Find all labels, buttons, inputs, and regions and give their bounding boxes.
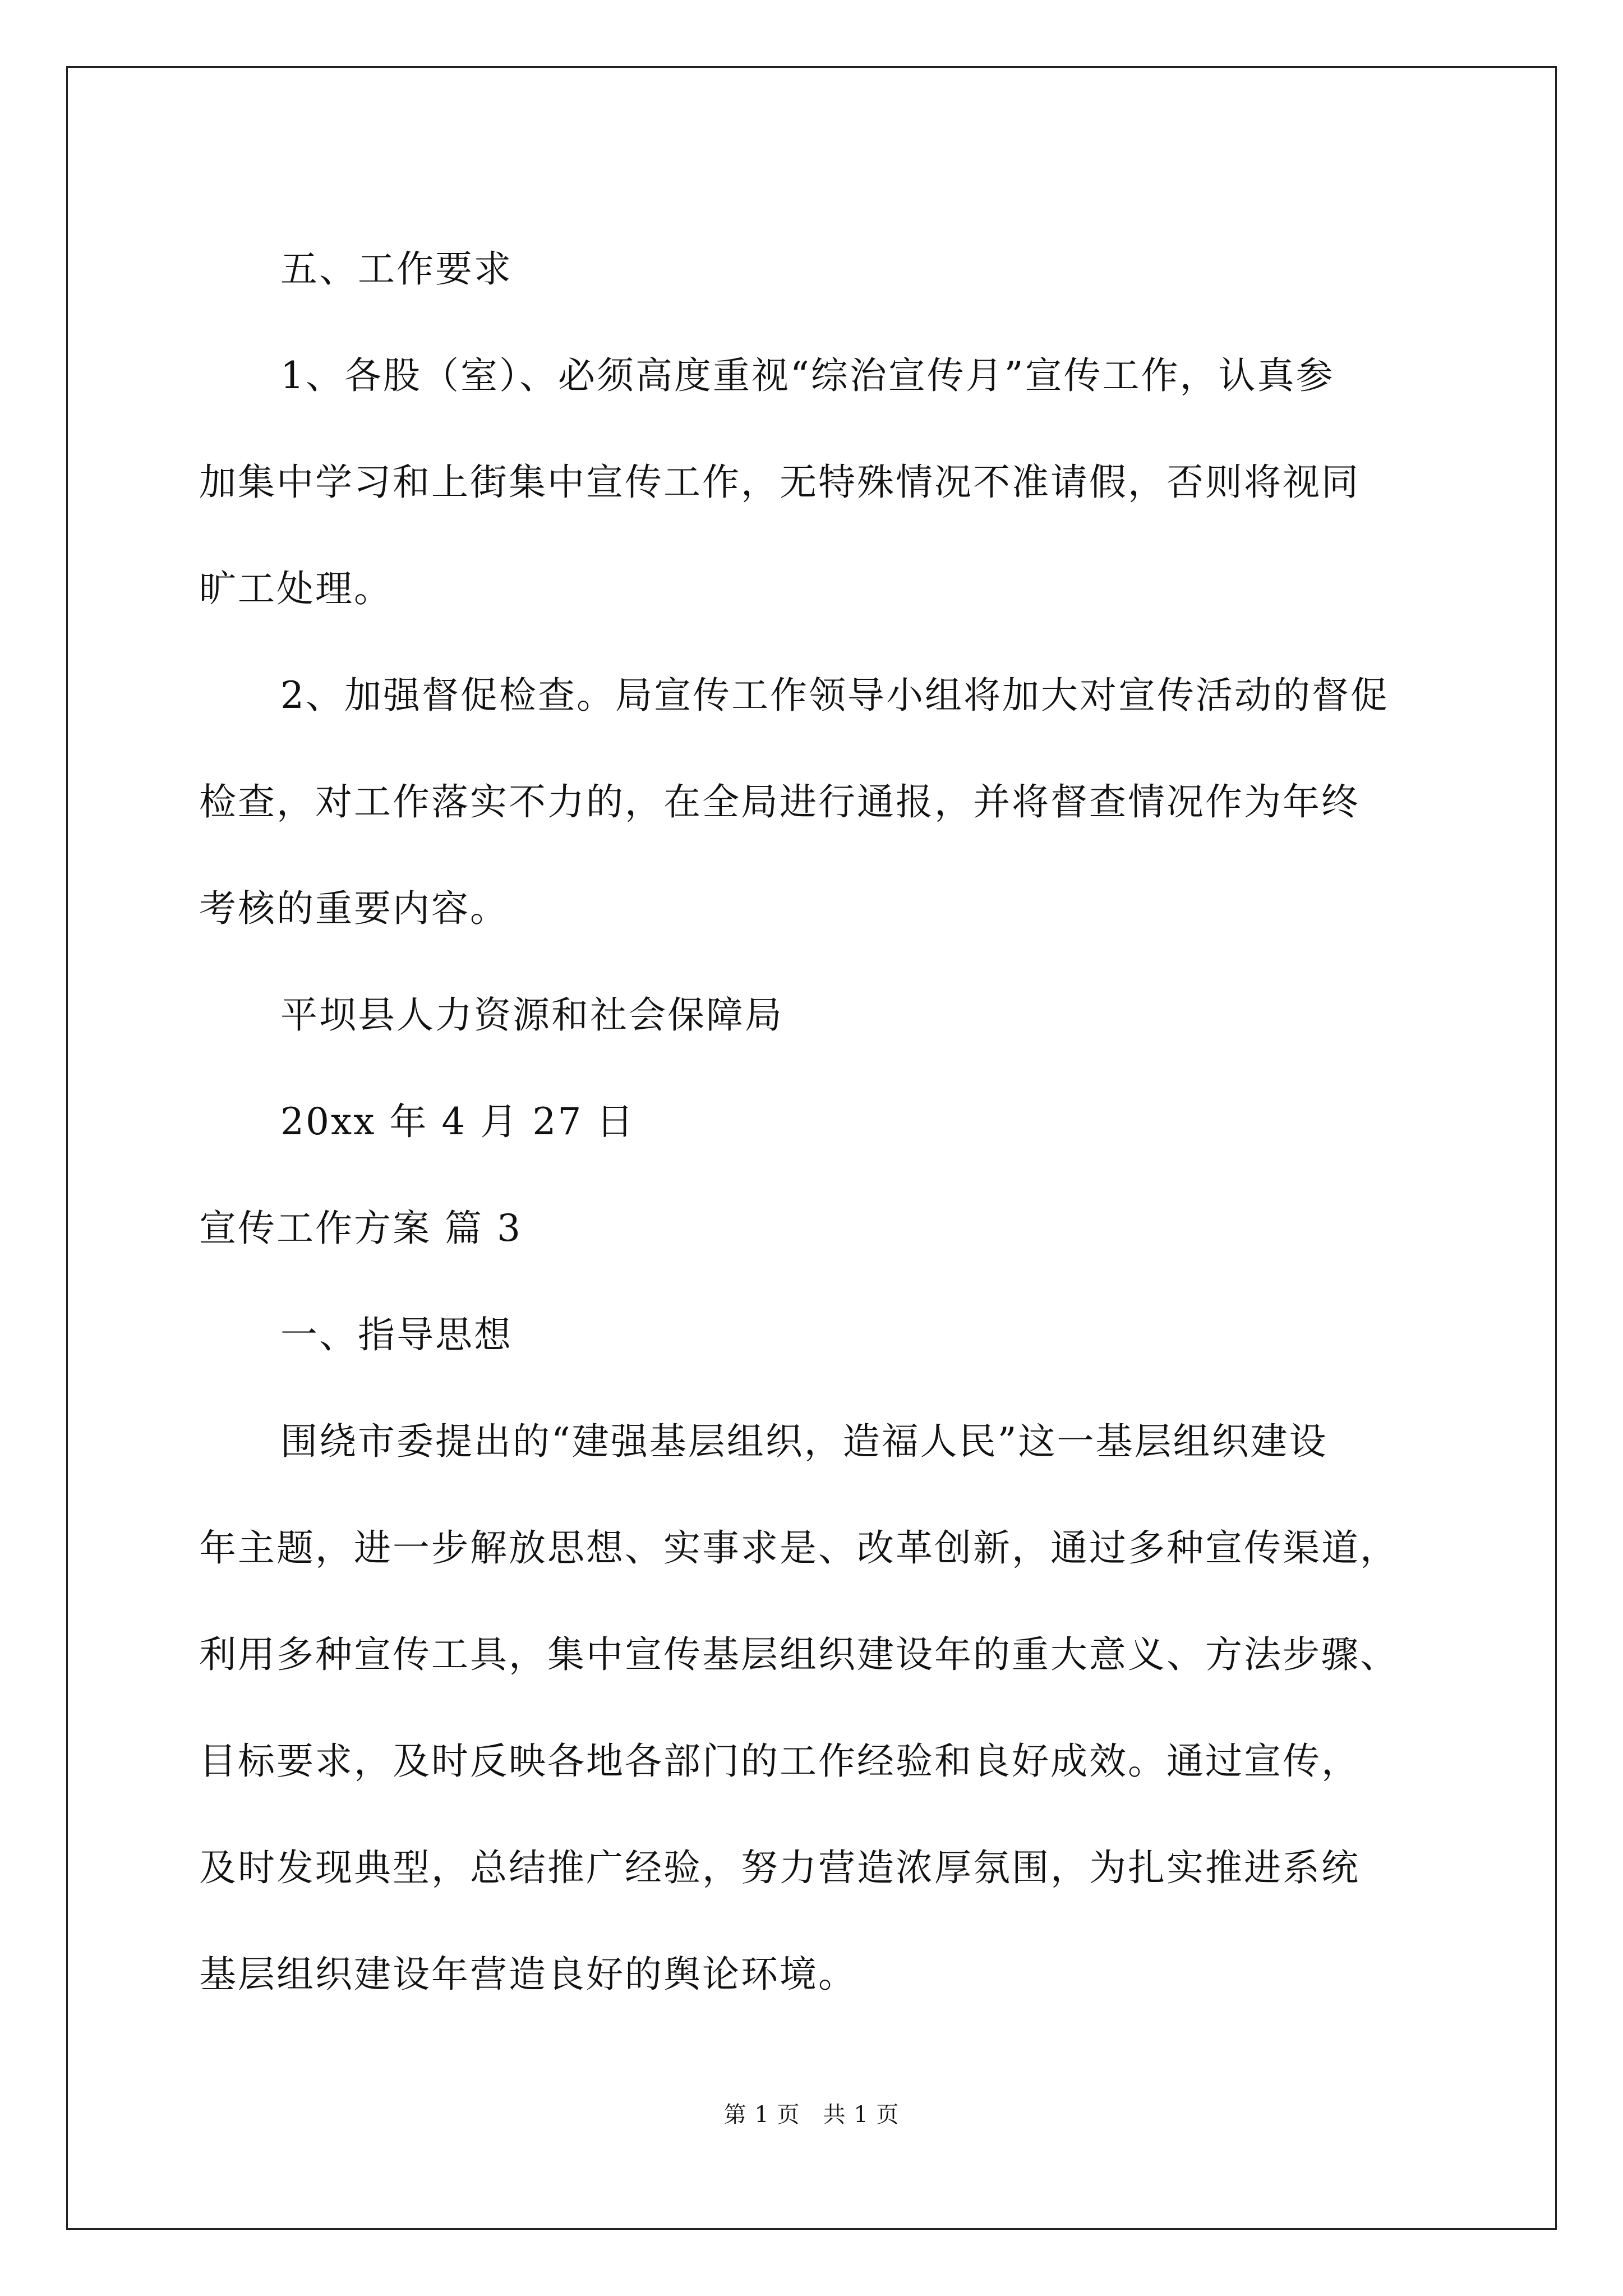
document-title: 宣传工作方案 篇 3 — [199, 1207, 522, 1250]
paragraph-line: 围绕市委提出的“建强基层组织，造福人民”这一基层组织建设 — [280, 1420, 1328, 1463]
paragraph-line: 基层组织建设年营造良好的舆论环境。 — [199, 1953, 857, 1996]
paragraph-line: 加集中学习和上街集中宣传工作，无特殊情况不准请假，否则将视同 — [199, 461, 1360, 504]
paragraph-line: 旷工处理。 — [199, 567, 393, 610]
paragraph-line: 及时发现典型，总结推广经验，努力营造浓厚氛围，为扎实推进系统 — [199, 1846, 1360, 1889]
signature-organization: 平坝县人力资源和社会保障局 — [280, 993, 783, 1037]
paragraph-line: 目标要求，及时反映各地各部门的工作经验和良好成效。通过宣传， — [199, 1740, 1360, 1783]
document-body — [199, 216, 1433, 2028]
paragraph-line: 1、各股（室）、必须高度重视“综治宣传月”宣传工作，认真参 — [280, 354, 1335, 397]
paragraph-line: 年主题，进一步解放思想、实事求是、改革创新，通过多种宣传渠道， — [199, 1526, 1399, 1570]
section-heading-guiding-ideology: 一、指导思想 — [280, 1313, 513, 1356]
paragraph-line: 利用多种宣传工具，集中宣传基层组织建设年的重大意义、方法步骤、 — [199, 1633, 1399, 1676]
section-heading-work-requirements: 五、工作要求 — [280, 247, 513, 291]
paragraph-line: 考核的重要内容。 — [199, 887, 509, 930]
page-number-footer: 第 1 页 共 1 页 — [723, 2102, 900, 2128]
paragraph-line: 检查，对工作落实不力的，在全局进行通报，并将督查情况作为年终 — [199, 780, 1360, 823]
signature-date: 20xx 年 4 月 27 日 — [280, 1100, 635, 1143]
paragraph-line: 2、加强督促检查。局宣传工作领导小组将加大对宣传活动的督促 — [280, 674, 1389, 717]
